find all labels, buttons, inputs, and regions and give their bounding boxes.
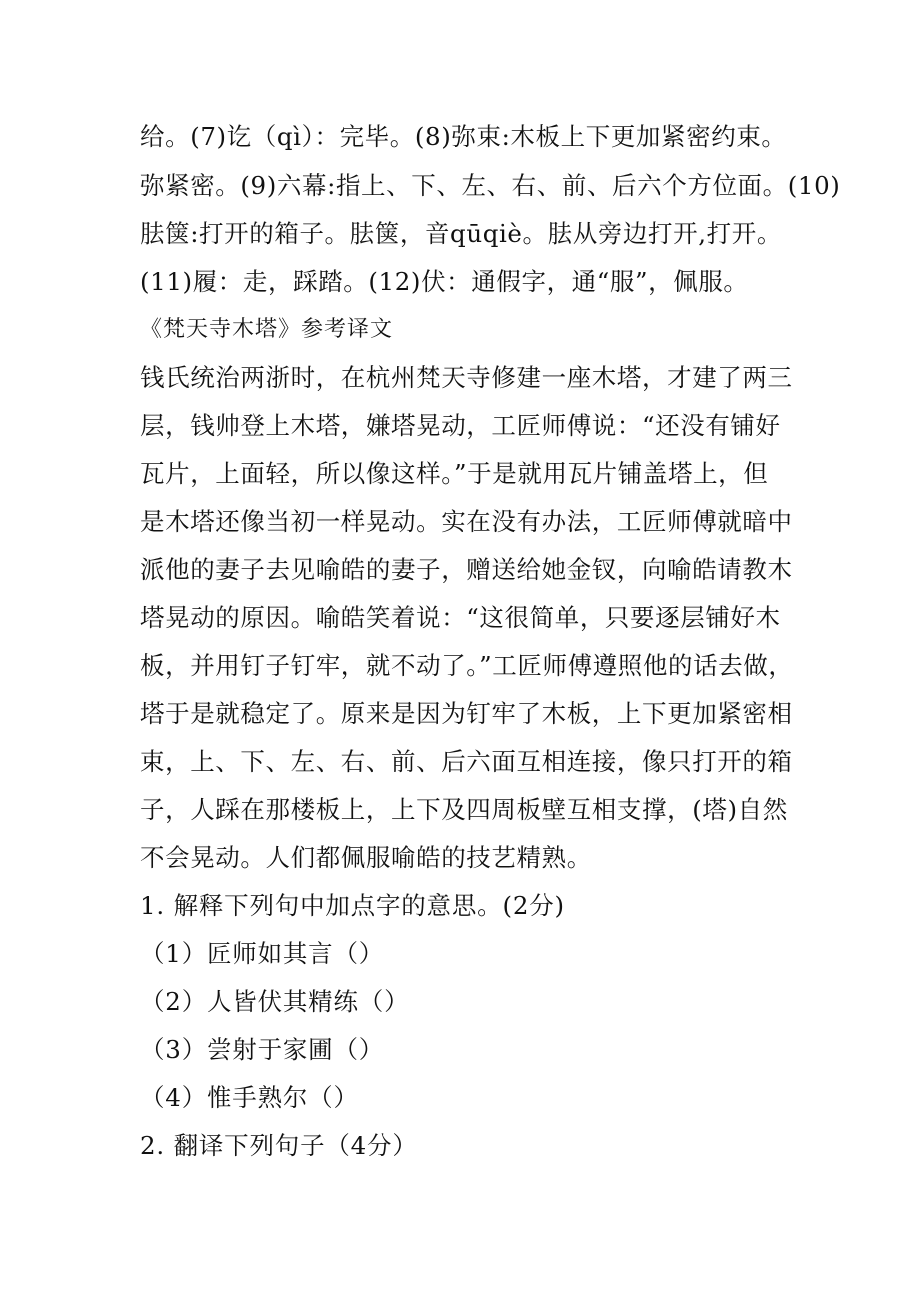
translation-line: 塔于是就稳定了。原来是因为钉牢了木板，上下更加紧密相: [140, 699, 793, 728]
question-1-item: （3）尝射于家圃（）: [140, 1035, 385, 1064]
question-1-title: 1. 解释下列句中加点字的意思。(2分): [140, 891, 565, 920]
note-line: (11)履：走，踩踏。(12)伏：通假字，通“服”，佩服。: [140, 267, 749, 296]
note-line: 胠箧:打开的箱子。胠箧，音qūqiè。胠从旁边打开,打开。: [140, 219, 782, 248]
translation-line: 瓦片，上面轻，所以像这样。”于是就用瓦片铺盖塔上，但: [140, 459, 769, 488]
translation-line: 钱氏统治两浙时，在杭州梵天寺修建一座木塔，才建了两三: [140, 363, 793, 392]
translation-line: 层，钱帅登上木塔，嫌塔晃动，工匠师傅说：“还没有铺好: [140, 411, 781, 440]
translation-line: 不会晃动。人们都佩服喻皓的技艺精熟。: [140, 843, 592, 872]
note-line: 弥紧密。(9)六幕:指上、下、左、右、前、后六个方位面。(10): [140, 171, 841, 200]
question-1-item: （2）人皆伏其精练（）: [140, 987, 410, 1016]
translation-line: 塔晃动的原因。喻皓笑着说：“这很简单，只要逐层铺好木: [140, 603, 781, 632]
translation-line: 板，并用钉子钉牢，就不动了。”工匠师傅遵照他的话去做，: [140, 651, 794, 680]
translation-line: 派他的妻子去见喻皓的妻子，赠送给她金钗，向喻皓请教木: [140, 555, 793, 584]
note-line: 给。(7)讫（qì）：完毕。(8)弥束:木板上下更加紧密约束。: [140, 122, 787, 151]
translation-heading: 《梵天寺木塔》参考译文: [140, 317, 394, 342]
question-1-item: （1）匠师如其言（）: [140, 939, 385, 968]
translation-line: 子，人踩在那楼板上，上下及四周板壁互相支撑，(塔)自然: [140, 795, 788, 824]
translation-line: 束，上、下、左、右、前、后六面互相连接，像只打开的箱: [140, 747, 793, 776]
question-2-title: 2. 翻译下列句子（4分）: [140, 1131, 418, 1160]
translation-line: 是木塔还像当初一样晃动。实在没有办法，工匠师傅就暗中: [140, 507, 793, 536]
question-1-item: （4）惟手熟尔（）: [140, 1083, 359, 1112]
